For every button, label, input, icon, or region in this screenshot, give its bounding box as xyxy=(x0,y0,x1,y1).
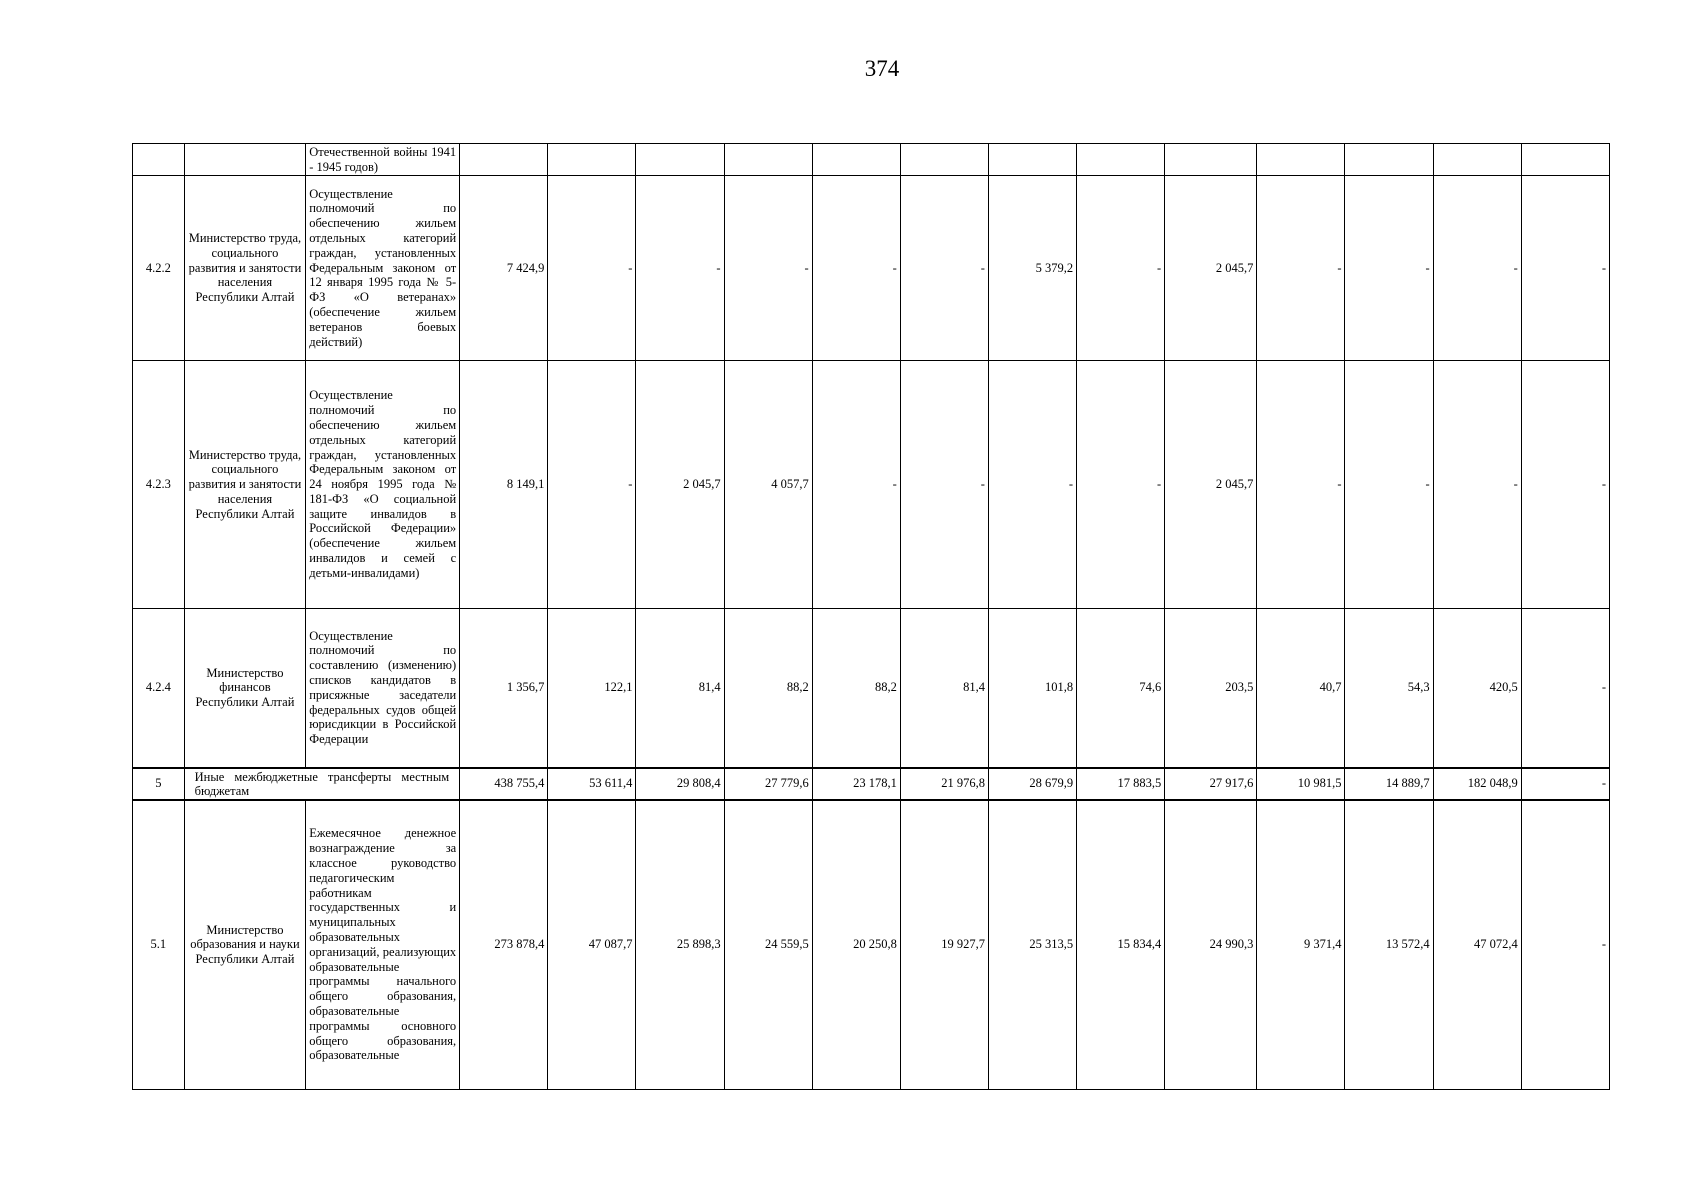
value-cell: 9 371,4 xyxy=(1257,800,1345,1090)
row-organization: Министерство труда, социального развития и занятости населения Республики Алтай xyxy=(184,176,306,361)
value-cell: 182 048,9 xyxy=(1433,768,1521,800)
row-description: Отечественной войны 1941 - 1945 годов) xyxy=(306,144,460,176)
value-cell: 54,3 xyxy=(1345,609,1433,768)
value-cell xyxy=(636,144,724,176)
value-cell: 27 917,6 xyxy=(1165,768,1257,800)
value-cell: - xyxy=(1521,176,1609,361)
value-cell: - xyxy=(1433,361,1521,609)
row-number: 4.2.3 xyxy=(133,361,185,609)
row-description: Осуществление полномочий по обеспечению жильем отдельных категорий граждан, установленных Федеральным законом от 12 января 1995 года № 5-ФЗ «О ветеранах» (обеспечение жильем ветеранов боевых действий) xyxy=(306,176,460,361)
value-cell: - xyxy=(636,176,724,361)
value-cell: 122,1 xyxy=(548,609,636,768)
table-body xyxy=(133,144,1610,1090)
value-cell: - xyxy=(1433,176,1521,361)
value-cell: - xyxy=(812,176,900,361)
value-cell: 2 045,7 xyxy=(636,361,724,609)
value-cell: 21 976,8 xyxy=(900,768,988,800)
value-cell xyxy=(812,144,900,176)
value-cell xyxy=(988,144,1076,176)
value-cell: 2 045,7 xyxy=(1165,361,1257,609)
value-cell xyxy=(1521,144,1609,176)
table-row xyxy=(133,768,1610,800)
value-cell: - xyxy=(1345,361,1433,609)
value-cell: - xyxy=(1077,361,1165,609)
value-cell xyxy=(1433,144,1521,176)
value-cell: 47 072,4 xyxy=(1433,800,1521,1090)
table-row xyxy=(133,361,1610,609)
value-cell: 5 379,2 xyxy=(988,176,1076,361)
value-cell: 24 990,3 xyxy=(1165,800,1257,1090)
row-number: 4.2.4 xyxy=(133,609,185,768)
value-cell: - xyxy=(988,361,1076,609)
table-row xyxy=(133,144,1610,176)
row-description: Осуществление полномочий по составлению (изменению) списков кандидатов в присяжные заседатели федеральных судов общей юрисдикции в Российской Федерации xyxy=(306,609,460,768)
value-cell: 24 559,5 xyxy=(724,800,812,1090)
value-cell xyxy=(548,144,636,176)
value-cell: 101,8 xyxy=(988,609,1076,768)
row-description: Иные межбюджетные трансферты местным бюджетам xyxy=(184,768,460,800)
row-number: 5.1 xyxy=(133,800,185,1090)
value-cell xyxy=(1165,144,1257,176)
value-cell xyxy=(724,144,812,176)
value-cell: - xyxy=(900,176,988,361)
value-cell: 47 087,7 xyxy=(548,800,636,1090)
value-cell: 29 808,4 xyxy=(636,768,724,800)
value-cell: - xyxy=(1345,176,1433,361)
row-number xyxy=(133,144,185,176)
value-cell: 88,2 xyxy=(812,609,900,768)
row-description: Ежемесячное денежное вознаграждение за классное руководство педагогическим работникам государственных и муниципальных образовательных организаций, реализующих образовательные программы начального общего образования, образовательные программы основного общего образования, образовательные xyxy=(306,800,460,1090)
table-row xyxy=(133,609,1610,768)
value-cell: 25 313,5 xyxy=(988,800,1076,1090)
value-cell: - xyxy=(1077,176,1165,361)
value-cell: - xyxy=(1257,176,1345,361)
value-cell xyxy=(1257,144,1345,176)
value-cell: 17 883,5 xyxy=(1077,768,1165,800)
value-cell: 8 149,1 xyxy=(460,361,548,609)
value-cell: - xyxy=(900,361,988,609)
value-cell: - xyxy=(548,361,636,609)
value-cell: 25 898,3 xyxy=(636,800,724,1090)
row-number: 5 xyxy=(133,768,185,800)
value-cell: 203,5 xyxy=(1165,609,1257,768)
row-description: Осуществление полномочий по обеспечению жильем отдельных категорий граждан, установленных Федеральным законом от 24 ноября 1995 года № 181-ФЗ «О социальной защите инвалидов в Российской Федерации» (обеспечение жильем инвалидов и семей с детьми-инвалидами) xyxy=(306,361,460,609)
value-cell: 81,4 xyxy=(636,609,724,768)
value-cell: - xyxy=(1257,361,1345,609)
value-cell: - xyxy=(1521,361,1609,609)
value-cell: 28 679,9 xyxy=(988,768,1076,800)
value-cell: 20 250,8 xyxy=(812,800,900,1090)
row-organization: Министерство финансов Республики Алтай xyxy=(184,609,306,768)
value-cell: 438 755,4 xyxy=(460,768,548,800)
value-cell: - xyxy=(1521,609,1609,768)
value-cell: 7 424,9 xyxy=(460,176,548,361)
value-cell: 1 356,7 xyxy=(460,609,548,768)
value-cell: 15 834,4 xyxy=(1077,800,1165,1090)
value-cell: 273 878,4 xyxy=(460,800,548,1090)
value-cell: 23 178,1 xyxy=(812,768,900,800)
value-cell xyxy=(1077,144,1165,176)
value-cell xyxy=(460,144,548,176)
value-cell: 2 045,7 xyxy=(1165,176,1257,361)
value-cell xyxy=(900,144,988,176)
value-cell: 420,5 xyxy=(1433,609,1521,768)
value-cell: - xyxy=(548,176,636,361)
value-cell: 74,6 xyxy=(1077,609,1165,768)
row-number: 4.2.2 xyxy=(133,176,185,361)
page-number: 374 xyxy=(864,56,900,81)
value-cell: 27 779,6 xyxy=(724,768,812,800)
budget-table xyxy=(132,143,1610,1090)
value-cell: 81,4 xyxy=(900,609,988,768)
value-cell: - xyxy=(1521,768,1609,800)
value-cell: 10 981,5 xyxy=(1257,768,1345,800)
value-cell: 40,7 xyxy=(1257,609,1345,768)
value-cell: - xyxy=(1521,800,1609,1090)
value-cell: 4 057,7 xyxy=(724,361,812,609)
table-row xyxy=(133,176,1610,361)
value-cell xyxy=(1345,144,1433,176)
row-organization xyxy=(184,144,306,176)
value-cell: 13 572,4 xyxy=(1345,800,1433,1090)
value-cell: - xyxy=(724,176,812,361)
value-cell: 88,2 xyxy=(724,609,812,768)
value-cell: 14 889,7 xyxy=(1345,768,1433,800)
row-organization: Министерство образования и науки Республики Алтай xyxy=(184,800,306,1090)
table-row xyxy=(133,800,1610,1090)
value-cell: 19 927,7 xyxy=(900,800,988,1090)
value-cell: 53 611,4 xyxy=(548,768,636,800)
row-organization: Министерство труда, социального развития и занятости населения Республики Алтай xyxy=(184,361,306,609)
value-cell: - xyxy=(812,361,900,609)
